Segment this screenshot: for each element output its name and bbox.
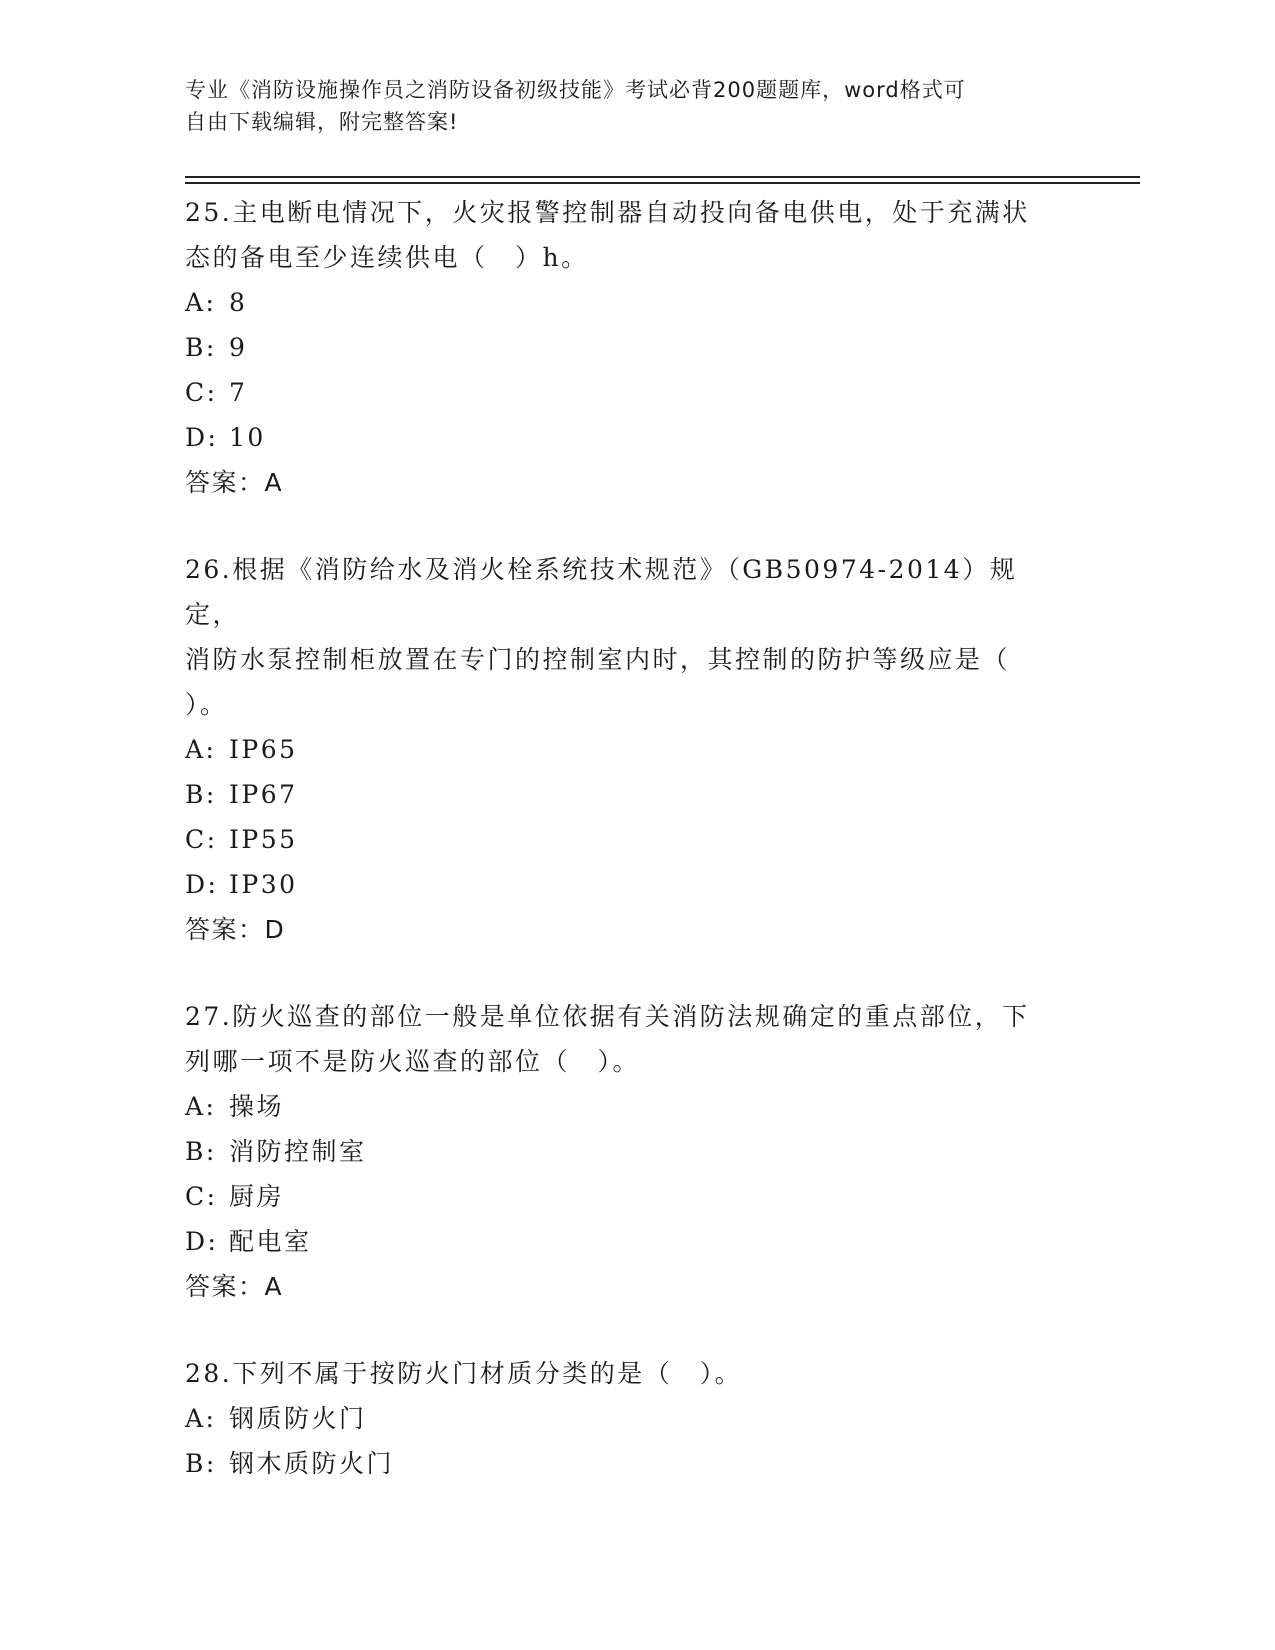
option-letter: C: xyxy=(185,378,218,407)
answer-key: 答案：D xyxy=(185,915,286,944)
option-text: 10 xyxy=(229,423,266,452)
question-item xyxy=(185,1351,1065,1486)
answer-option xyxy=(185,280,1065,325)
question-stem-line: 28.下列不属于按防火门材质分类的是（ ）。 xyxy=(185,1359,743,1388)
answer-option xyxy=(185,415,1065,460)
question-item xyxy=(185,190,1065,505)
answer-option xyxy=(185,817,1065,862)
answer-option xyxy=(185,1396,1065,1441)
option-letter: A: xyxy=(185,1404,217,1433)
answer-key: 答案：A xyxy=(185,1272,284,1301)
header-divider-top xyxy=(185,176,1140,178)
answer-option xyxy=(185,772,1065,817)
answer-option xyxy=(185,1441,1065,1486)
option-text: 消防控制室 xyxy=(229,1137,367,1166)
option-letter: B: xyxy=(185,1137,217,1166)
option-text: 厨房 xyxy=(229,1182,285,1211)
option-letter: B: xyxy=(185,333,217,362)
option-text: IP55 xyxy=(229,825,298,854)
header-line-1: 专业《消防设施操作员之消防设备初级技能》考试必背200题题库，word格式可 xyxy=(185,78,966,102)
header-line-2: 自由下载编辑，附完整答案! xyxy=(185,110,459,134)
answer-key: 答案：A xyxy=(185,468,284,497)
answer-option xyxy=(185,1129,1065,1174)
option-letter: B: xyxy=(185,1449,217,1478)
option-letter: C: xyxy=(185,825,218,854)
option-text: 钢质防火门 xyxy=(229,1404,367,1433)
answer-option xyxy=(185,1174,1065,1219)
option-letter: C: xyxy=(185,1182,218,1211)
answer-option xyxy=(185,1219,1065,1264)
option-text: 8 xyxy=(229,288,248,317)
question-stem-line: 25.主电断电情况下，火灾报警控制器自动投向备电供电，处于充满状 xyxy=(185,198,1030,227)
answer-option xyxy=(185,1084,1065,1129)
question-stem-line: 27.防火巡查的部位一般是单位依据有关消防法规确定的重点部位，下 xyxy=(185,1002,1030,1031)
header-divider-bottom xyxy=(185,182,1140,184)
answer-option xyxy=(185,727,1065,772)
option-letter: A: xyxy=(185,735,217,764)
answer-option xyxy=(185,862,1065,907)
question-stem-line: 26.根据《消防给水及消火栓系统技术规范》（GB50974-2014）规定， xyxy=(185,555,1018,629)
question-stem-line: 消防水泵控制柜放置在专门的控制室内时，其控制的防护等级应是（ xyxy=(185,645,1011,674)
option-text: 操场 xyxy=(229,1092,285,1121)
option-text: 配电室 xyxy=(229,1227,312,1256)
option-letter: D: xyxy=(185,423,219,452)
option-letter: D: xyxy=(185,870,219,899)
option-text: IP67 xyxy=(229,780,298,809)
question-item xyxy=(185,994,1065,1309)
option-letter: A: xyxy=(185,1092,217,1121)
option-letter: A: xyxy=(185,288,217,317)
option-text: IP30 xyxy=(229,870,298,899)
question-stem-line: 态的备电至少连续供电（ ）h。 xyxy=(185,243,589,272)
option-text: 7 xyxy=(229,378,248,407)
option-letter: B: xyxy=(185,780,217,809)
question-stem-line: 列哪一项不是防火巡查的部位（ ）。 xyxy=(185,1047,641,1076)
option-text: IP65 xyxy=(229,735,298,764)
question-item xyxy=(185,547,1065,952)
option-text: 钢木质防火门 xyxy=(229,1449,395,1478)
question-list xyxy=(185,190,1065,1528)
document-header xyxy=(185,74,1065,138)
question-stem-line: ）。 xyxy=(185,690,228,719)
option-letter: D: xyxy=(185,1227,219,1256)
answer-option xyxy=(185,325,1065,370)
option-text: 9 xyxy=(229,333,248,362)
answer-option xyxy=(185,370,1065,415)
